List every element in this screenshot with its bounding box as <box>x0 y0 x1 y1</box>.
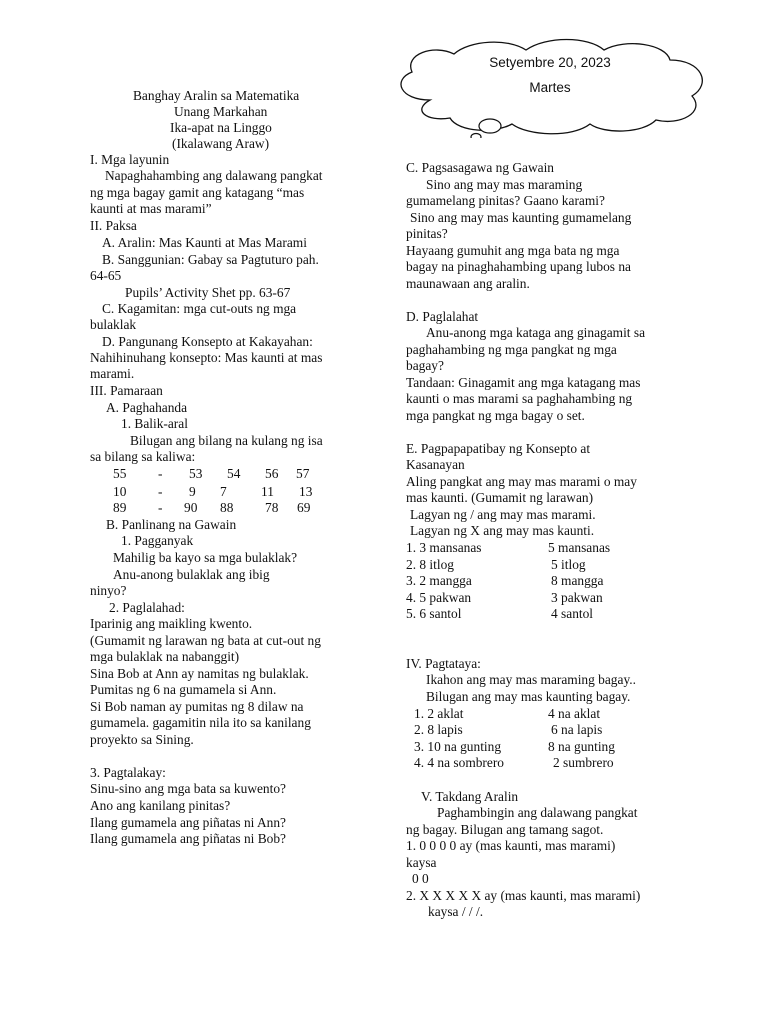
number-cell: 69 <box>297 500 311 515</box>
e-item-right: 5 mansanas <box>548 540 611 555</box>
section-d-title: D. Paglalahat <box>406 309 479 324</box>
e-item-right: 8 mangga <box>551 573 604 588</box>
number-cell: 88 <box>220 500 234 515</box>
number-cell: 10 <box>113 484 127 499</box>
discussion-line: Ilang gumamela ang piñatas ni Bob? <box>90 831 286 846</box>
assignment-item: 1. 0 0 0 0 ay (mas kaunti, mas marami) <box>406 838 616 853</box>
section-evaluation-title: IV. Pagtataya: <box>406 656 481 671</box>
assignment-line: Paghambingin ang dalawang pangkat <box>437 805 638 820</box>
procedure-development: B. Panlinang na Gawain <box>106 517 237 532</box>
e-item-left: 4. 5 pakwan <box>406 590 472 605</box>
topic-reference: B. Sanggunian: Gabay sa Pagtuturo pah. <box>102 252 319 267</box>
assignment-item: kaysa / / /. <box>428 904 484 919</box>
presentation-line: gumamela. gagamitin nila ito sa kanilang <box>90 715 311 730</box>
number-cell: 56 <box>265 466 279 481</box>
e-line: Lagyan ng X ang may mas kaunti. <box>410 523 595 538</box>
iv-item-left: 1. 2 aklat <box>414 706 464 721</box>
c-line: Sino ang may mas maraming <box>426 177 583 192</box>
e-item-left: 2. 8 itlog <box>406 557 454 572</box>
motivation-line: ninyo? <box>90 583 127 598</box>
procedure-review: 1. Balik-aral <box>121 416 188 431</box>
number-cell: 13 <box>299 484 313 499</box>
motivation-line: Mahilig ba kayo sa mga bulaklak? <box>113 550 298 565</box>
day-label: (Ikalawang Araw) <box>172 136 270 151</box>
d-line: mga pangkat ng mga bagay o set. <box>406 408 585 423</box>
iv-item-left: 2. 8 lapis <box>414 722 463 737</box>
review-instruction: sa bilang sa kaliwa: <box>90 449 196 464</box>
number-cell: 78 <box>265 500 279 515</box>
topic-concept: D. Pangunang Konsepto at Kakayahan: <box>102 334 313 349</box>
section-assignment-title: V. Takdang Aralin <box>421 789 519 804</box>
topic-lesson: A. Aralin: Mas Kaunti at Mas Marami <box>102 235 307 250</box>
week-label: Ika-apat na Linggo <box>170 120 272 135</box>
e-item-right: 5 itlog <box>551 557 586 572</box>
assignment-item: 0 0 <box>412 871 429 886</box>
procedure-motivation: 1. Pagganyak <box>121 533 194 548</box>
number-cell: - <box>158 466 163 481</box>
number-cell: 9 <box>189 484 196 499</box>
day-text: Martes <box>529 80 571 95</box>
procedure-discussion: 3. Pagtalakay: <box>90 765 166 780</box>
e-item-right: 4 santol <box>551 606 594 621</box>
presentation-line: Iparinig ang maikling kwento. <box>90 616 253 631</box>
procedure-preparation: A. Paghahanda <box>106 400 188 415</box>
discussion-line: Ano ang kanilang pinitas? <box>90 798 231 813</box>
e-item-left: 5. 6 santol <box>406 606 462 621</box>
discussion-line: Sinu-sino ang mga bata sa kuwento? <box>90 781 286 796</box>
number-cell: - <box>158 500 163 515</box>
e-item-left: 1. 3 mansanas <box>406 540 482 555</box>
presentation-line: Si Bob naman ay pumitas ng 8 dilaw na <box>90 699 304 714</box>
section-e-title: Kasanayan <box>406 457 465 472</box>
presentation-line: Pumitas ng 6 na gumamela si Ann. <box>90 682 277 697</box>
iv-item-right: 4 na aklat <box>548 706 601 721</box>
number-cell: 90 <box>184 500 198 515</box>
section-e-title: E. Pagpapapatibay ng Konsepto at <box>406 441 591 456</box>
evaluation-line: Ikahon ang may mas maraming bagay.. <box>426 672 636 687</box>
assignment-item: kaysa <box>406 855 437 870</box>
topic-concept: Nahihinuhang konsepto: Mas kaunti at mas <box>90 350 323 365</box>
objective-line: Napaghahambing ang dalawang pangkat <box>105 168 323 183</box>
topic-reference: Pupils’ Activity Shet pp. 63-67 <box>125 285 291 300</box>
section-procedure-title: III. Pamaraan <box>90 383 163 398</box>
topic-materials: bulaklak <box>90 317 137 332</box>
section-c-title: C. Pagsasagawa ng Gawain <box>406 160 555 175</box>
topic-materials: C. Kagamitan: mga cut-outs ng mga <box>102 301 297 316</box>
e-line: mas kaunti. (Gumamit ng larawan) <box>406 490 594 505</box>
objective-line: kaunti at mas marami” <box>90 201 212 216</box>
iv-item-left: 3. 10 na gunting <box>414 739 502 754</box>
presentation-line: (Gumamit ng larawan ng bata at cut-out ng <box>90 633 321 648</box>
procedure-presentation: 2. Paglalahad: <box>109 600 185 615</box>
number-cell: 54 <box>227 466 241 481</box>
assignment-line: ng bagay. Bilugan ang tamang sagot. <box>406 822 604 837</box>
e-item-left: 3. 2 mangga <box>406 573 472 588</box>
number-cell: 89 <box>113 500 127 515</box>
e-line: Lagyan ng / ang may mas marami. <box>410 507 596 522</box>
motivation-line: Anu-anong bulaklak ang ibig <box>113 567 270 582</box>
section-topic-title: II. Paksa <box>90 218 137 233</box>
d-line: paghahambing ng mga pangkat ng mga <box>406 342 617 357</box>
number-cell: 11 <box>261 484 274 499</box>
iv-item-right: 8 na gunting <box>548 739 615 754</box>
iv-item-right: 6 na lapis <box>551 722 603 737</box>
section-objectives-title: I. Mga layunin <box>90 152 170 167</box>
number-cell: - <box>158 484 163 499</box>
e-item-right: 3 pakwan <box>551 590 603 605</box>
iv-item-right: 2 sumbrero <box>553 755 614 770</box>
presentation-line: proyekto sa Sining. <box>90 732 194 747</box>
c-line: pinitas? <box>406 226 448 241</box>
lesson-title: Banghay Aralin sa Matematika <box>133 88 300 103</box>
topic-reference: 64-65 <box>90 268 122 283</box>
e-line: Aling pangkat ang may mas marami o may <box>406 474 637 489</box>
presentation-line: Sina Bob at Ann ay namitas ng bulaklak. <box>90 666 309 681</box>
presentation-line: mga bulaklak na nabanggit) <box>90 649 240 664</box>
discussion-line: Ilang gumamela ang piñatas ni Ann? <box>90 815 286 830</box>
c-line: bagay na pinaghahambing upang lubos na <box>406 259 631 274</box>
d-line: Anu-anong mga kataga ang ginagamit sa <box>426 325 646 340</box>
d-line: bagay? <box>406 358 444 373</box>
review-instruction: Bilugan ang bilang na kulang ng isa <box>130 433 323 448</box>
c-line: gumamelang pinitas? Gaano karami? <box>406 193 605 208</box>
d-line: kaunti o mas marami sa paghahambing ng <box>406 391 633 406</box>
number-cell: 57 <box>296 466 310 481</box>
d-line: Tandaan: Ginagamit ang mga katagang mas <box>406 375 641 390</box>
evaluation-line: Bilugan ang may mas kaunting bagay. <box>426 689 631 704</box>
quarter-label: Unang Markahan <box>174 104 268 119</box>
c-line: maunawaan ang aralin. <box>406 276 530 291</box>
c-line: Hayaang gumuhit ang mga bata ng mga <box>406 243 620 258</box>
c-line: Sino ang may mas kaunting gumamelang <box>410 210 632 225</box>
objective-line: ng mga bagay gamit ang katagang “mas <box>90 185 305 200</box>
number-cell: 55 <box>113 466 127 481</box>
number-cell: 7 <box>220 484 227 499</box>
assignment-item: 2. X X X X X ay (mas kaunti, mas marami) <box>406 888 641 903</box>
date-text: Setyembre 20, 2023 <box>489 55 611 70</box>
topic-concept: marami. <box>90 366 135 381</box>
iv-item-left: 4. 4 na sombrero <box>414 755 504 770</box>
number-cell: 53 <box>189 466 203 481</box>
